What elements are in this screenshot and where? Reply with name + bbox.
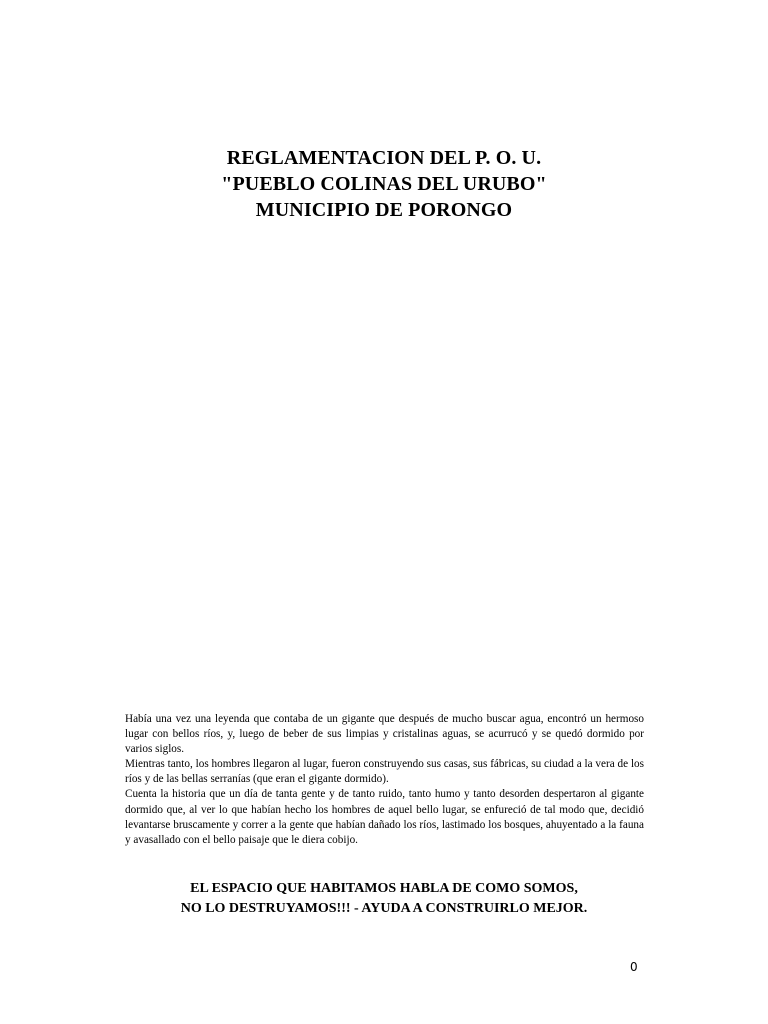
legend-paragraph: Cuenta la historia que un día de tanta gente y de tanto ruido, tanto humo y tanto desorden despertaron al gigante dormido que, al ver lo que habían hecho los hombres de aquel bello lugar, se enfureció de tal modo que, decidió levantarse bruscamente y correr a la gente que habían dañado los ríos, lastimado los bosques, ahuyentado a la fauna y avasallado con el bello paisaje que le diera cobijo. (125, 788, 644, 846)
slogan-line: NO LO DESTRUYAMOS!!! - AYUDA A CONSTRUIRLO MEJOR. (180, 901, 588, 916)
slogan-line: EL ESPACIO QUE HABITAMOS HABLA DE COMO SOMOS, (190, 881, 578, 896)
closing-slogan (0, 879, 768, 919)
legend-paragraph: Mientras tanto, los hombres llegaron al lugar, fueron construyendo sus casas, sus fábricas, su ciudad a la vera de los ríos y de las bellas serranías (que eran el gigante dormido). (125, 758, 644, 786)
title-line-regulation: REGLAMENTACION DEL P. O. U. (226, 147, 542, 169)
document-title (0, 145, 768, 223)
page-number: 0 (630, 960, 638, 974)
title-line-municipality: MUNICIPIO DE PORONGO (255, 199, 513, 221)
legend-paragraph: Había una vez una leyenda que contaba de un gigante que después de mucho buscar agua, encontró un hermoso lugar con bellos ríos, y, luego de beber de sus limpias y cristalinas aguas, se acurrucó y se quedó dormido por varios siglos. (125, 713, 644, 756)
legend-text (125, 712, 644, 848)
title-line-town: "PUEBLO COLINAS DEL URUBO" (221, 173, 547, 195)
